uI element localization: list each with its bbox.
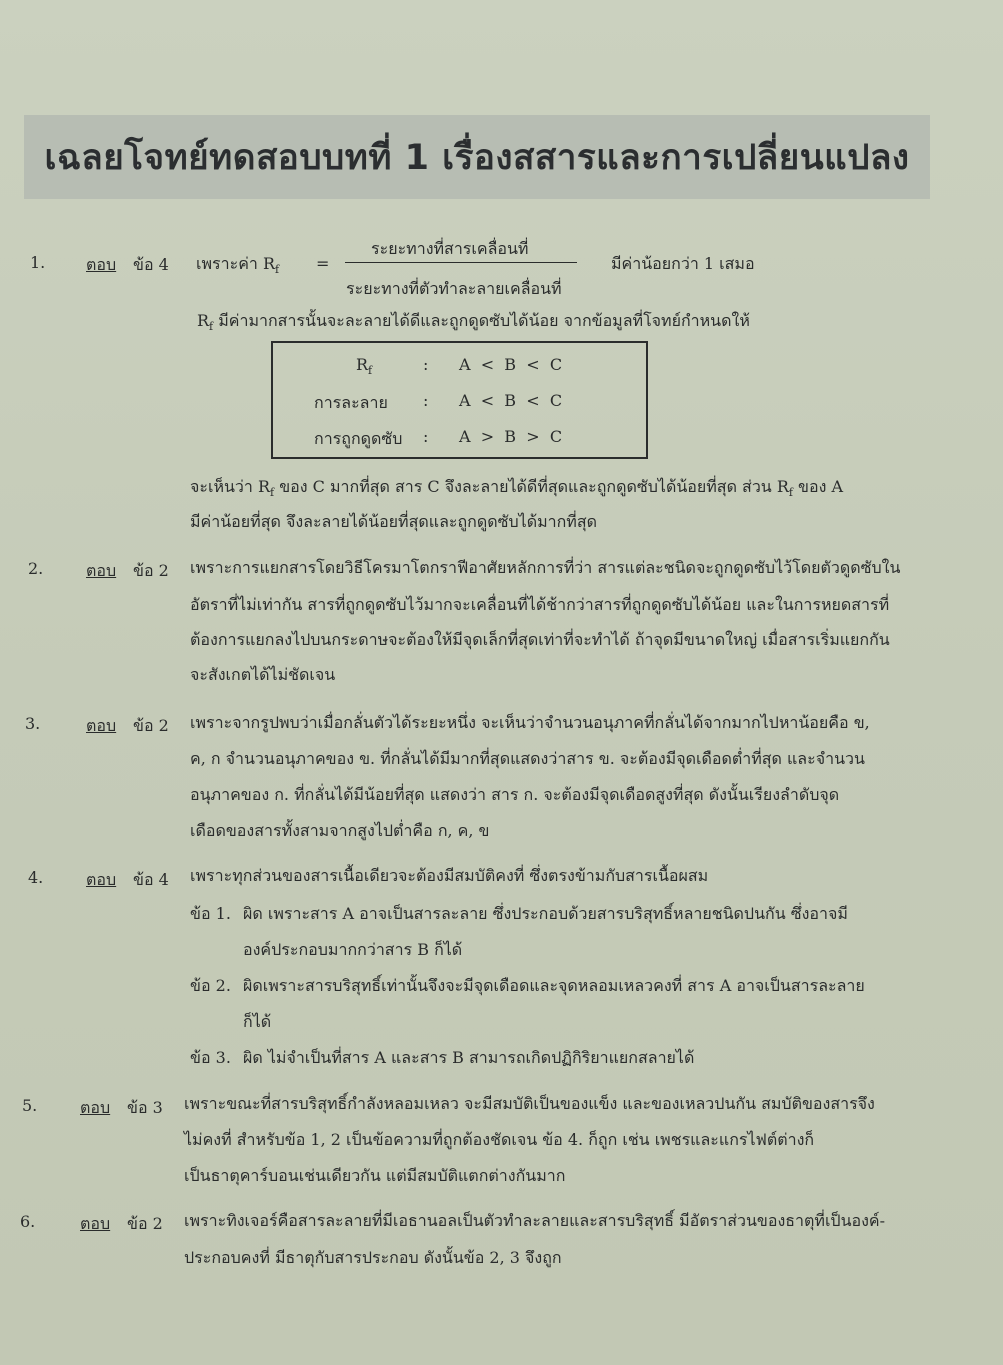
q1-fraction-bar xyxy=(345,262,577,263)
q2-line-4: จะสังเกตได้ไม่ชัดเจน xyxy=(190,665,336,684)
q1-line-3: จะเห็นว่า $R_f$ ของ C มากที่สุด สาร C จึงละลายได้ดีที่สุดและถูกดูดซับได้น้อยที่สุด ส่วน $R_f$ ของ A xyxy=(190,477,844,500)
q5-number: 5. xyxy=(22,1096,38,1115)
q2-number: 2. xyxy=(28,559,44,578)
q4-choice: ข้อ 4 xyxy=(133,870,169,889)
q6-line-1: เพราะทิงเจอร์คือสารละลายที่มีเอธานอลเป็นตัวทำละลายและสารบริสุทธิ์ มีอัตราส่วนของธาตุที่เป็นองค์- xyxy=(184,1211,886,1230)
q1-equals: = xyxy=(316,254,330,273)
q2-choice: ข้อ 2 xyxy=(133,561,169,580)
q4-answer-label: ตอบ xyxy=(86,870,117,889)
q1-answer-label: ตอบ xyxy=(86,255,117,274)
q4-sub3-label: ข้อ 3. xyxy=(190,1048,231,1067)
q4-sub1-line-1: ผิด เพราะสาร A อาจเป็นสารละลาย ซึ่งประกอบด้วยสารบริสุทธิ์หลายชนิดปนกัน ซึ่งอาจมี xyxy=(243,904,848,923)
q1-table-row3-label: การถูกดูดซับ xyxy=(314,429,403,448)
q3-line-3: อนุภาคของ ก. ที่กลั่นได้มีน้อยที่สุด แสดงว่า สาร ก. จะต้องมีจุดเดือดสูงที่สุด ดังนั้นเรียงลำดับจุด xyxy=(190,785,840,804)
q4-sub2-line-1: ผิดเพราะสารบริสุทธิ์เท่านั้นจึงจะมีจุดเดือดและจุดหลอมเหลวคงที่ สาร A อาจเป็นสารละลาย xyxy=(243,976,865,995)
q5-line-3: เป็นธาตุคาร์บอนเช่นเดียวกัน แต่มีสมบัติแตกต่างกันมาก xyxy=(184,1166,566,1185)
q1-table-row3-relation: A > B > C xyxy=(459,427,563,446)
q1-table-row1-label: $R_f$ xyxy=(356,355,373,378)
q1-line-4: มีค่าน้อยที่สุด จึงละลายได้น้อยที่สุดและถูกดูดซับได้มากที่สุด xyxy=(190,512,597,531)
q1-table-row1-colon: : xyxy=(423,355,429,374)
q4-sub3-line-1: ผิด ไม่จำเป็นที่สาร A และสาร B สามารถเกิดปฏิกิริยาแยกสลายได้ xyxy=(243,1048,695,1067)
q6-answer-label: ตอบ xyxy=(80,1214,111,1233)
q5-line-1: เพราะขณะที่สารบริสุทธิ์กำลังหลอมเหลว จะมีสมบัติเป็นของแข็ง และของเหลวปนกัน สมบัติของสารจึง xyxy=(184,1094,875,1113)
q4-sub1-line-2: องค์ประกอบมากกว่าสาร B ก็ได้ xyxy=(243,940,463,959)
q1-table-row3-colon: : xyxy=(423,427,429,446)
q4-sub2-line-2: ก็ได้ xyxy=(243,1012,272,1031)
q3-choice: ข้อ 2 xyxy=(133,716,169,735)
q1-number: 1. xyxy=(30,253,46,272)
title-banner xyxy=(24,115,930,199)
q6-number: 6. xyxy=(20,1212,36,1231)
q1-fraction-numerator: ระยะทางที่สารเคลื่อนที่ xyxy=(371,239,529,258)
q1-choice: ข้อ 4 xyxy=(133,255,169,274)
page-title: เฉลยโจทย์ทดสอบบทที่ 1 เรื่องสสารและการเปลี่ยนแปลง xyxy=(44,137,910,178)
q1-fraction-denominator: ระยะทางที่ตัวทำละลายเคลื่อนที่ xyxy=(346,279,562,298)
q3-line-1: เพราะจากรูปพบว่าเมื่อกลั่นตัวได้ระยะหนึ่ง จะเห็นว่าจำนวนอนุภาคที่กลั่นได้จากมากไปหาน้อยคือ ข, xyxy=(190,713,870,732)
q4-sub2-label: ข้อ 2. xyxy=(190,976,231,995)
q4-sub1-label: ข้อ 1. xyxy=(190,904,231,923)
q2-line-3: ต้องการแยกลงไปบนกระดาษจะต้องให้มีจุดเล็กที่สุดเท่าที่จะทำได้ ถ้าจุดมีขนาดใหญ่ เมื่อสารเริ่มแยกกัน xyxy=(190,630,890,649)
q3-line-4: เดือดของสารทั้งสามจากสูงไปต่ำคือ ก, ค, ข xyxy=(190,821,490,840)
q4-number: 4. xyxy=(28,868,44,887)
q1-table-row2-relation: A < B < C xyxy=(459,391,563,410)
q1-table-row2-colon: : xyxy=(423,391,429,410)
q2-line-1: เพราะการแยกสารโดยวิธีโครมาโตกราฟีอาศัยหลักการที่ว่า สารแต่ละชนิดจะถูกดูดซับไว้โดยตัวดูดซับใน xyxy=(190,558,901,577)
q6-line-2: ประกอบคงที่ มีธาตุกับสารประกอบ ดังนั้นข้อ 2, 3 จึงถูก xyxy=(184,1248,562,1267)
q3-answer-label: ตอบ xyxy=(86,716,117,735)
q1-table-row2-label: การละลาย xyxy=(314,393,388,412)
q1-rf-label: เพราะค่า $R_f$ xyxy=(196,254,280,277)
q1-table-row1-relation: A < B < C xyxy=(459,355,563,374)
q4-main-line: เพราะทุกส่วนของสารเนื้อเดียวจะต้องมีสมบัติคงที่ ซึ่งตรงข้ามกับสารเนื้อผสม xyxy=(190,866,709,885)
q2-line-2: อัตราที่ไม่เท่ากัน สารที่ถูกดูดซับไว้มากจะเคลื่อนที่ได้ช้ากว่าสารที่ถูกดูดซับได้น้อย และในการหยดสารที่ xyxy=(190,595,890,614)
q1-text-after-fraction: มีค่าน้อยกว่า 1 เสมอ xyxy=(611,254,755,273)
q3-number: 3. xyxy=(25,714,41,733)
q5-choice: ข้อ 3 xyxy=(127,1098,163,1117)
q1-line-2: $R_f$ มีค่ามากสารนั้นจะละลายได้ดีและถูกดูดซับได้น้อย จากข้อมูลที่โจทย์กำหนดให้ xyxy=(197,311,750,334)
q3-line-2: ค, ก จำนวนอนุภาคของ ข. ที่กลั่นได้มีมากที่สุดแสดงว่าสาร ข. จะต้องมีจุดเดือดต่ำที่สุด และจำนวน xyxy=(190,749,865,768)
q2-answer-label: ตอบ xyxy=(86,561,117,580)
q5-line-2: ไม่คงที่ สำหรับข้อ 1, 2 เป็นข้อความที่ถูกต้องชัดเจน ข้อ 4. ก็ถูก เช่น เพชรและแกรไฟต์ต่างก็ xyxy=(184,1130,815,1149)
q6-choice: ข้อ 2 xyxy=(127,1214,163,1233)
q5-answer-label: ตอบ xyxy=(80,1098,111,1117)
